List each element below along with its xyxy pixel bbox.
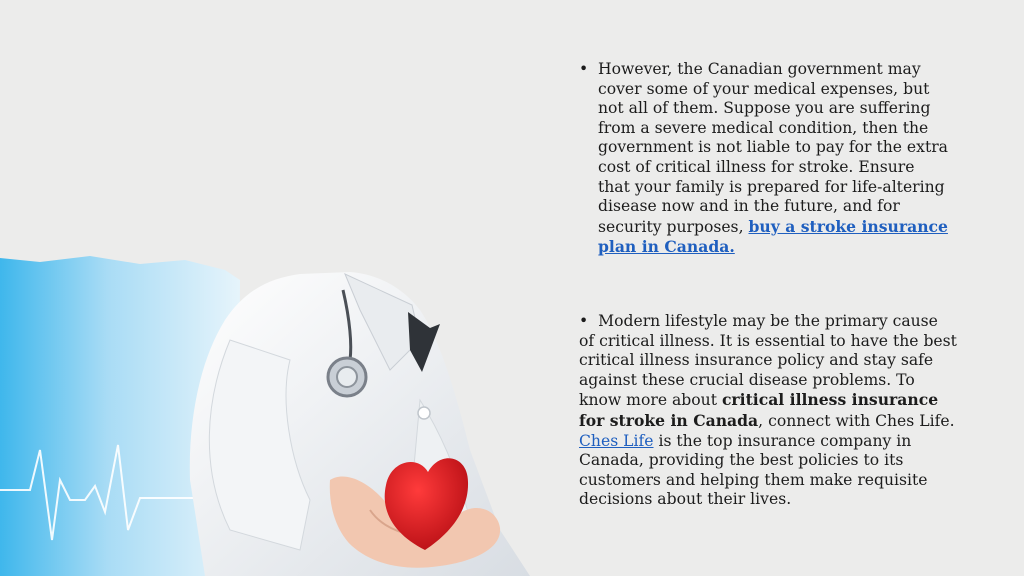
bullet-2-text-c: is the top insurance company in Canada, providing the best policies to its customers and helping them make requisite decisions about their lives. — [579, 431, 928, 509]
bullet-1-content — [598, 60, 951, 258]
bullet-2-text-b: , connect with Ches Life. — [758, 411, 955, 430]
bullet-point-2 — [579, 312, 957, 510]
bullet-1-text: However, the Canadian government may cover some of your medical expenses, but not all of them. Suppose you are suffering from a severe medical condition, then the government is not liable to pay for the extra cost of critical illness for stroke. Ensure that your family is prepared for life-altering disease now and in the future, and for security purposes, — [598, 60, 948, 236]
ches-life-link[interactable]: Ches Life — [579, 431, 654, 450]
bullet-point-1 — [579, 60, 951, 258]
bullet-marker: • — [579, 60, 589, 78]
critical-illness-bold-text: critical illness insurance for stroke in Canada — [579, 390, 939, 430]
bullet-2-text-a: Modern lifestyle may be the primary cause of critical illness. It is essential to have the best critical illness insurance policy and stay safe against these crucial disease problems. To know more about — [579, 312, 957, 410]
bullet-marker: • — [579, 312, 589, 330]
stroke-insurance-link[interactable]: buy a stroke insurance plan in Canada. — [598, 216, 948, 257]
doctor-heart-photo — [0, 250, 560, 576]
